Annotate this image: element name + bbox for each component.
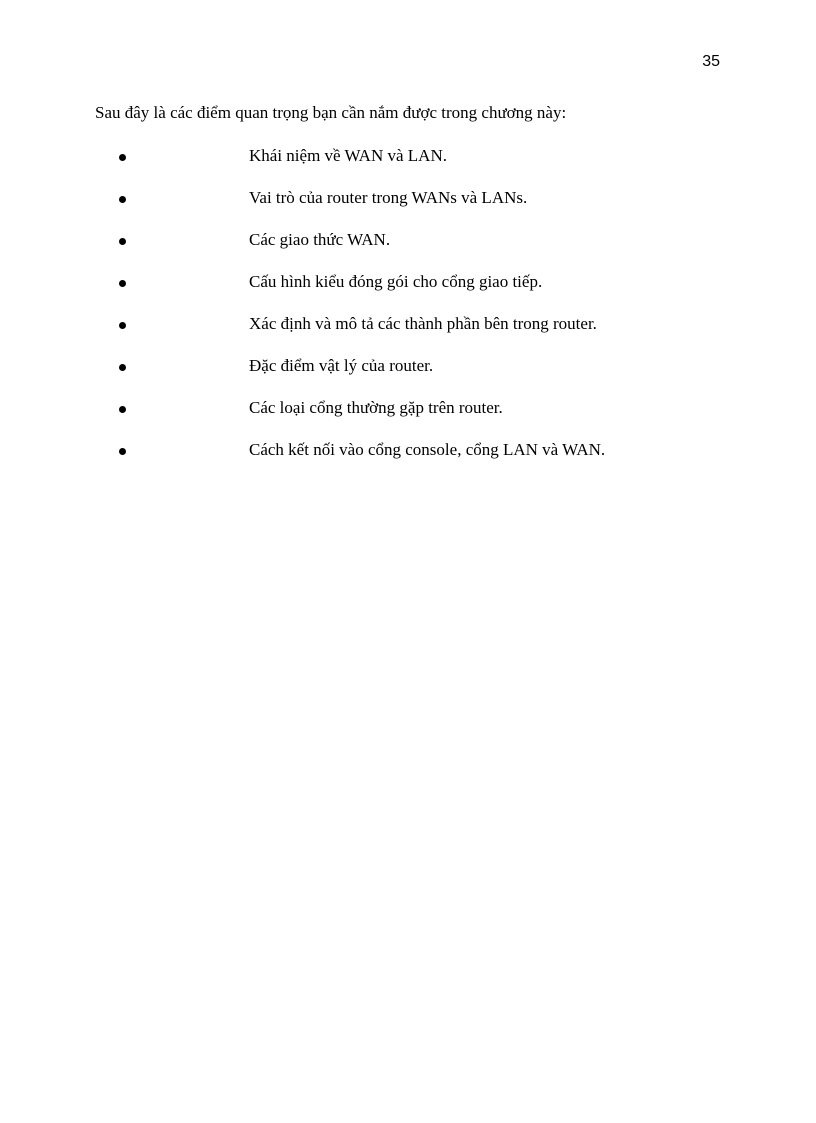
list-item xyxy=(0,144,816,186)
bullet-list xyxy=(0,144,816,480)
bullet-icon xyxy=(119,238,126,245)
list-item xyxy=(0,438,816,480)
list-item xyxy=(0,312,816,354)
list-item xyxy=(0,228,816,270)
list-item-text: Cấu hình kiểu đóng gói cho cổng giao tiếp. xyxy=(249,272,543,291)
list-item xyxy=(0,396,816,438)
list-item-text: Các giao thức WAN. xyxy=(249,230,391,249)
list-item-text: Vai trò của router trong WANs và LANs. xyxy=(249,188,528,207)
list-item-text: Cách kết nối vào cổng console, cổng LAN và WAN. xyxy=(249,440,606,459)
list-item-text: Các loại cổng thường gặp trên router. xyxy=(249,398,503,417)
bullet-icon xyxy=(119,280,126,287)
bullet-icon xyxy=(119,364,126,371)
bullet-icon xyxy=(119,406,126,413)
list-item-text: Đặc điểm vật lý của router. xyxy=(249,356,434,375)
list-item xyxy=(0,186,816,228)
list-item-text: Khái niệm về WAN và LAN. xyxy=(249,146,447,165)
bullet-icon xyxy=(119,322,126,329)
list-item xyxy=(0,354,816,396)
list-item-text: Xác định và mô tả các thành phần bên trong router. xyxy=(249,314,597,333)
bullet-icon xyxy=(119,154,126,161)
list-item xyxy=(0,270,816,312)
intro-paragraph: Sau đây là các điểm quan trọng bạn cần nắm được trong chương này: xyxy=(95,103,567,122)
bullet-icon xyxy=(119,448,126,455)
page-number: 35 xyxy=(702,53,720,70)
bullet-icon xyxy=(119,196,126,203)
